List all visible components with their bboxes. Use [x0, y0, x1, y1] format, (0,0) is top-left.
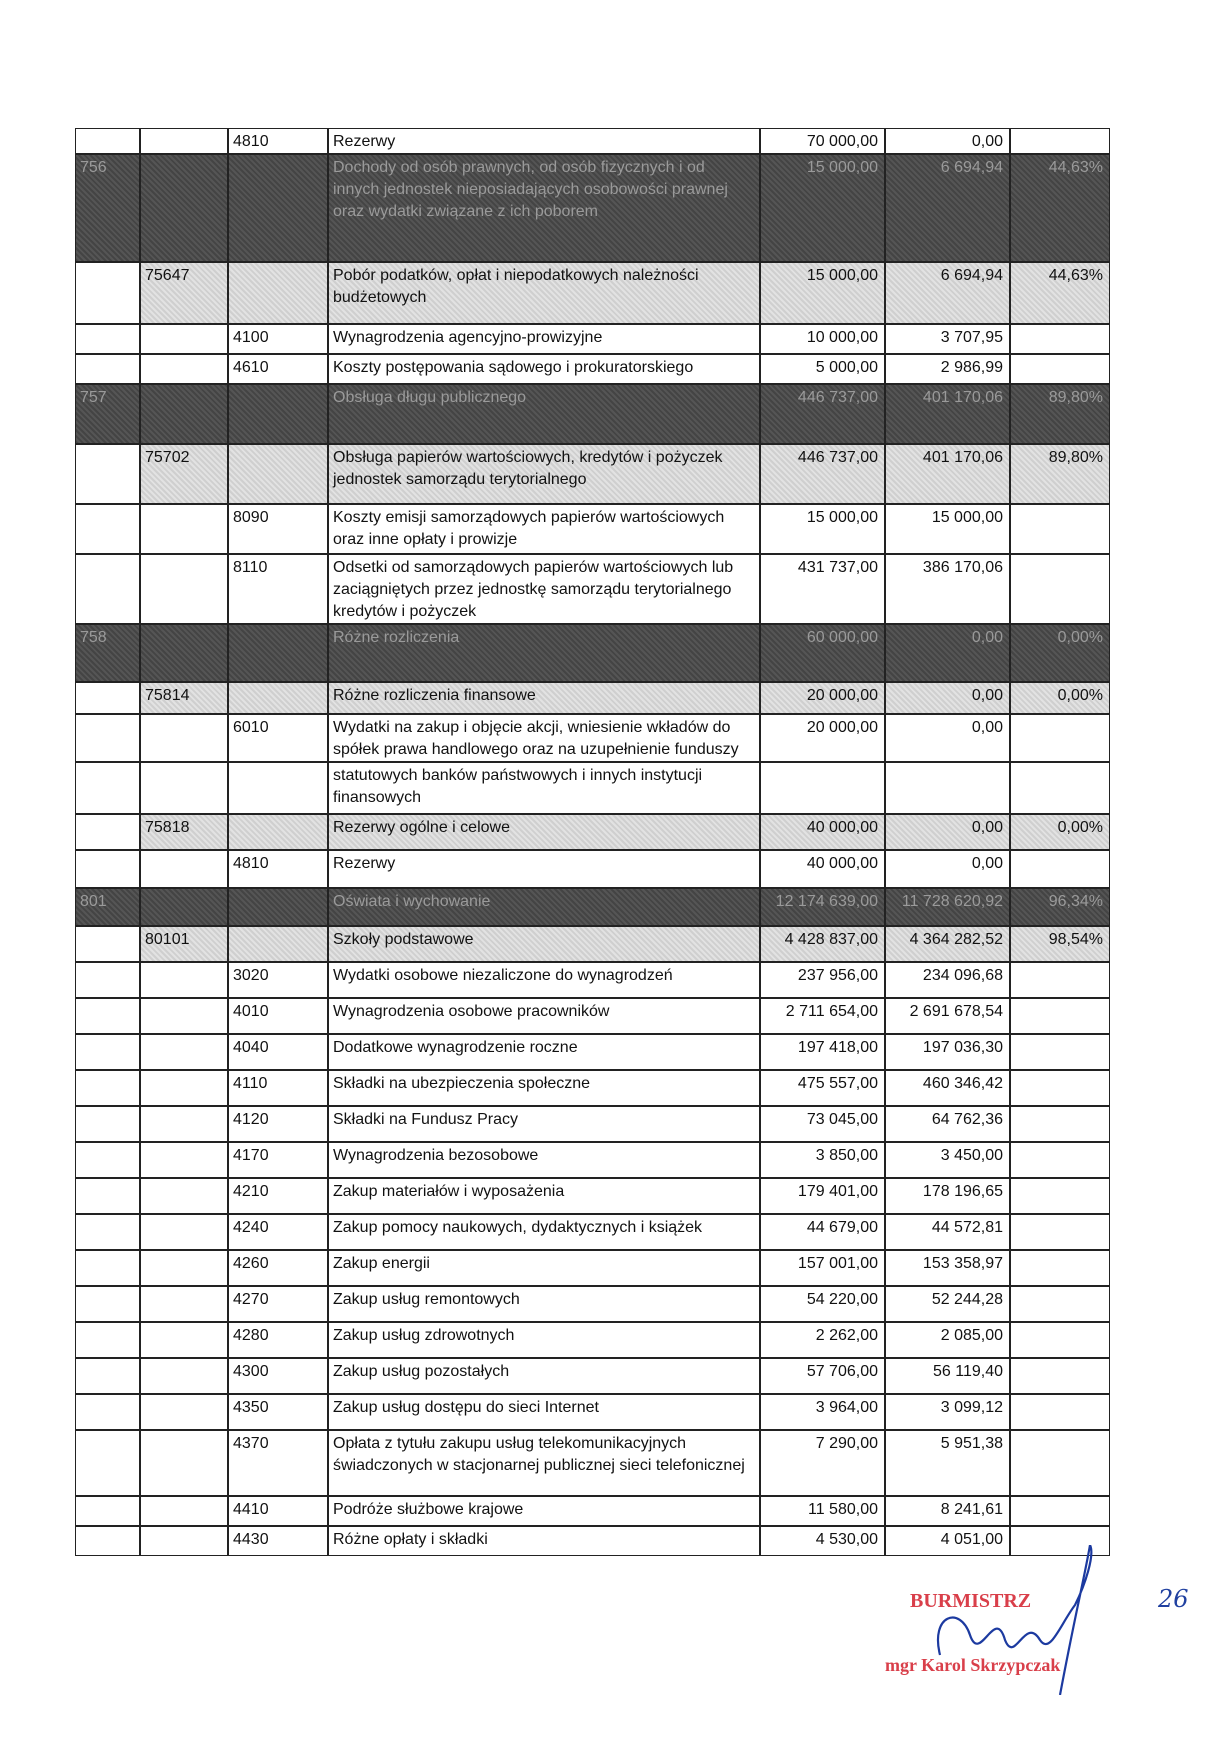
cell-rozdzial: [140, 1394, 228, 1430]
cell-nazwa: statutowych banków państwowych i innych instytucji finansowych: [328, 762, 760, 814]
cell-plan: 57 706,00: [760, 1358, 885, 1394]
signature: [900, 1545, 1100, 1695]
cell-dzial: [75, 1430, 140, 1496]
cell-dzial: 756: [75, 154, 140, 262]
cell-par: 4300: [228, 1358, 328, 1394]
cell-dzial: 758: [75, 624, 140, 682]
cell-nazwa: Obsługa długu publicznego: [328, 384, 760, 444]
cell-rozdzial: [140, 998, 228, 1034]
cell-wyk: 3 450,00: [885, 1142, 1010, 1178]
cell-wyk: 3 099,12: [885, 1394, 1010, 1430]
cell-nazwa: Rezerwy: [328, 850, 760, 888]
cell-plan: 179 401,00: [760, 1178, 885, 1214]
cell-wyk: 197 036,30: [885, 1034, 1010, 1070]
cell-proc: [1010, 1178, 1110, 1214]
cell-nazwa: Wynagrodzenia agencyjno-prowizyjne: [328, 324, 760, 354]
cell-plan: 431 737,00: [760, 554, 885, 624]
cell-wyk: 52 244,28: [885, 1286, 1010, 1322]
cell-wyk: 2 085,00: [885, 1322, 1010, 1358]
cell-wyk: 6 694,94: [885, 262, 1010, 324]
cell-nazwa: Koszty emisji samorządowych papierów wartościowych oraz inne opłaty i prowizje: [328, 504, 760, 554]
cell-plan: 2 262,00: [760, 1322, 885, 1358]
cell-rozdzial: 75818: [140, 814, 228, 850]
cell-wyk: 0,00: [885, 814, 1010, 850]
cell-nazwa: Różne rozliczenia: [328, 624, 760, 682]
cell-dzial: [75, 1142, 140, 1178]
cell-wyk: 2 986,99: [885, 354, 1010, 384]
cell-nazwa: Zakup energii: [328, 1250, 760, 1286]
cell-rozdzial: [140, 1286, 228, 1322]
cell-par: [228, 154, 328, 262]
cell-nazwa: Zakup usług zdrowotnych: [328, 1322, 760, 1358]
cell-par: [228, 384, 328, 444]
cell-par: 4370: [228, 1430, 328, 1496]
cell-dzial: [75, 714, 140, 762]
cell-par: 4350: [228, 1394, 328, 1430]
cell-rozdzial: 75814: [140, 682, 228, 714]
cell-proc: 0,00%: [1010, 624, 1110, 682]
cell-wyk: [885, 762, 1010, 814]
cell-plan: 15 000,00: [760, 504, 885, 554]
cell-nazwa: Rezerwy: [328, 128, 760, 154]
cell-nazwa: Szkoły podstawowe: [328, 926, 760, 962]
cell-nazwa: Wydatki osobowe niezaliczone do wynagrodzeń: [328, 962, 760, 998]
cell-proc: 44,63%: [1010, 154, 1110, 262]
cell-wyk: 0,00: [885, 128, 1010, 154]
cell-plan: 3 850,00: [760, 1142, 885, 1178]
cell-par: 4270: [228, 1286, 328, 1322]
cell-nazwa: Koszty postępowania sądowego i prokuratorskiego: [328, 354, 760, 384]
cell-plan: 54 220,00: [760, 1286, 885, 1322]
cell-wyk: 44 572,81: [885, 1214, 1010, 1250]
cell-rozdzial: [140, 324, 228, 354]
cell-dzial: [75, 444, 140, 504]
cell-rozdzial: [140, 888, 228, 926]
cell-proc: 89,80%: [1010, 384, 1110, 444]
cell-nazwa: Zakup usług pozostałych: [328, 1358, 760, 1394]
cell-par: 8090: [228, 504, 328, 554]
cell-nazwa: Zakup pomocy naukowych, dydaktycznych i książek: [328, 1214, 760, 1250]
cell-rozdzial: [140, 1034, 228, 1070]
cell-rozdzial: [140, 554, 228, 624]
cell-dzial: [75, 1178, 140, 1214]
page-number: 26: [1158, 1585, 1189, 1613]
cell-dzial: [75, 128, 140, 154]
cell-wyk: 4 364 282,52: [885, 926, 1010, 962]
cell-proc: [1010, 1286, 1110, 1322]
cell-rozdzial: [140, 624, 228, 682]
cell-rozdzial: [140, 962, 228, 998]
cell-nazwa: Składki na ubezpieczenia społeczne: [328, 1070, 760, 1106]
cell-dzial: [75, 354, 140, 384]
cell-rozdzial: [140, 384, 228, 444]
cell-nazwa: Wynagrodzenia osobowe pracowników: [328, 998, 760, 1034]
cell-proc: [1010, 1070, 1110, 1106]
cell-proc: 0,00%: [1010, 814, 1110, 850]
cell-plan: 20 000,00: [760, 714, 885, 762]
cell-plan: 446 737,00: [760, 444, 885, 504]
cell-proc: [1010, 1106, 1110, 1142]
cell-plan: 70 000,00: [760, 128, 885, 154]
cell-rozdzial: [140, 1496, 228, 1526]
cell-wyk: 0,00: [885, 714, 1010, 762]
cell-plan: 5 000,00: [760, 354, 885, 384]
cell-par: 3020: [228, 962, 328, 998]
cell-proc: 89,80%: [1010, 444, 1110, 504]
cell-proc: [1010, 1214, 1110, 1250]
cell-plan: 12 174 639,00: [760, 888, 885, 926]
cell-par: 4110: [228, 1070, 328, 1106]
cell-plan: 157 001,00: [760, 1250, 885, 1286]
cell-proc: [1010, 1430, 1110, 1496]
cell-proc: [1010, 324, 1110, 354]
cell-proc: [1010, 1358, 1110, 1394]
cell-wyk: 3 707,95: [885, 324, 1010, 354]
cell-proc: [1010, 1034, 1110, 1070]
cell-wyk: 4 051,00: [885, 1526, 1010, 1556]
cell-plan: [760, 762, 885, 814]
cell-par: [228, 682, 328, 714]
cell-nazwa: Pobór podatków, opłat i niepodatkowych należności budżetowych: [328, 262, 760, 324]
cell-proc: [1010, 1250, 1110, 1286]
cell-rozdzial: 80101: [140, 926, 228, 962]
cell-plan: 11 580,00: [760, 1496, 885, 1526]
cell-dzial: [75, 1250, 140, 1286]
cell-plan: 15 000,00: [760, 154, 885, 262]
cell-plan: 3 964,00: [760, 1394, 885, 1430]
cell-par: 6010: [228, 714, 328, 762]
cell-proc: [1010, 354, 1110, 384]
cell-dzial: [75, 1526, 140, 1556]
cell-par: [228, 624, 328, 682]
cell-dzial: [75, 962, 140, 998]
cell-rozdzial: [140, 850, 228, 888]
cell-rozdzial: [140, 762, 228, 814]
cell-wyk: 460 346,42: [885, 1070, 1010, 1106]
cell-rozdzial: [140, 1430, 228, 1496]
cell-wyk: 64 762,36: [885, 1106, 1010, 1142]
stamp-title: BURMISTRZ: [910, 1590, 1032, 1612]
cell-dzial: [75, 1034, 140, 1070]
cell-rozdzial: [140, 354, 228, 384]
cell-rozdzial: [140, 1214, 228, 1250]
cell-dzial: [75, 926, 140, 962]
cell-plan: 10 000,00: [760, 324, 885, 354]
cell-plan: 446 737,00: [760, 384, 885, 444]
cell-par: 8110: [228, 554, 328, 624]
cell-rozdzial: [140, 128, 228, 154]
cell-plan: 4 428 837,00: [760, 926, 885, 962]
cell-proc: [1010, 1322, 1110, 1358]
cell-nazwa: Wydatki na zakup i objęcie akcji, wniesienie wkładów do spółek prawa handlowego oraz na uzupełnienie funduszy: [328, 714, 760, 762]
cell-rozdzial: [140, 1526, 228, 1556]
cell-par: [228, 444, 328, 504]
cell-plan: 40 000,00: [760, 814, 885, 850]
cell-proc: 0,00%: [1010, 682, 1110, 714]
cell-dzial: [75, 1070, 140, 1106]
cell-par: 4210: [228, 1178, 328, 1214]
cell-nazwa: Różne opłaty i składki: [328, 1526, 760, 1556]
cell-dzial: [75, 1214, 140, 1250]
cell-plan: 7 290,00: [760, 1430, 885, 1496]
cell-rozdzial: [140, 1322, 228, 1358]
cell-dzial: [75, 504, 140, 554]
cell-rozdzial: [140, 504, 228, 554]
cell-par: [228, 926, 328, 962]
cell-par: 4260: [228, 1250, 328, 1286]
cell-par: 4040: [228, 1034, 328, 1070]
cell-wyk: 56 119,40: [885, 1358, 1010, 1394]
cell-nazwa: Wynagrodzenia bezosobowe: [328, 1142, 760, 1178]
cell-plan: 20 000,00: [760, 682, 885, 714]
cell-dzial: 757: [75, 384, 140, 444]
cell-wyk: 401 170,06: [885, 384, 1010, 444]
cell-nazwa: Odsetki od samorządowych papierów wartościowych lub zaciągniętych przez jednostkę samorządu terytorialnego kredytów i pożyczek: [328, 554, 760, 624]
cell-rozdzial: [140, 714, 228, 762]
cell-rozdzial: [140, 1358, 228, 1394]
cell-nazwa: Dodatkowe wynagrodzenie roczne: [328, 1034, 760, 1070]
cell-dzial: [75, 998, 140, 1034]
cell-proc: [1010, 762, 1110, 814]
cell-rozdzial: [140, 1142, 228, 1178]
cell-wyk: 11 728 620,92: [885, 888, 1010, 926]
cell-proc: 44,63%: [1010, 262, 1110, 324]
cell-rozdzial: 75702: [140, 444, 228, 504]
cell-dzial: [75, 850, 140, 888]
cell-nazwa: Zakup usług remontowych: [328, 1286, 760, 1322]
cell-plan: 2 711 654,00: [760, 998, 885, 1034]
cell-plan: 4 530,00: [760, 1526, 885, 1556]
cell-proc: [1010, 1394, 1110, 1430]
cell-dzial: [75, 1394, 140, 1430]
cell-rozdzial: [140, 1070, 228, 1106]
cell-nazwa: Podróże służbowe krajowe: [328, 1496, 760, 1526]
cell-proc: [1010, 128, 1110, 154]
cell-proc: [1010, 1496, 1110, 1526]
cell-par: 4170: [228, 1142, 328, 1178]
cell-dzial: [75, 1286, 140, 1322]
cell-nazwa: Obsługa papierów wartościowych, kredytów i pożyczek jednostek samorządu terytorialnego: [328, 444, 760, 504]
cell-par: 4100: [228, 324, 328, 354]
cell-wyk: 0,00: [885, 682, 1010, 714]
cell-par: [228, 262, 328, 324]
cell-par: [228, 762, 328, 814]
cell-dzial: [75, 682, 140, 714]
cell-wyk: 5 951,38: [885, 1430, 1010, 1496]
cell-dzial: [75, 814, 140, 850]
cell-dzial: [75, 1496, 140, 1526]
cell-nazwa: Składki na Fundusz Pracy: [328, 1106, 760, 1142]
cell-par: [228, 814, 328, 850]
cell-rozdzial: 75647: [140, 262, 228, 324]
cell-par: 4810: [228, 128, 328, 154]
cell-plan: 60 000,00: [760, 624, 885, 682]
cell-par: 4610: [228, 354, 328, 384]
cell-rozdzial: [140, 1250, 228, 1286]
cell-dzial: [75, 262, 140, 324]
stamp-name: mgr Karol Skrzypczak: [885, 1655, 1061, 1675]
cell-par: 4280: [228, 1322, 328, 1358]
cell-proc: [1010, 962, 1110, 998]
cell-proc: 96,34%: [1010, 888, 1110, 926]
cell-dzial: [75, 1358, 140, 1394]
cell-nazwa: Różne rozliczenia finansowe: [328, 682, 760, 714]
cell-wyk: 6 694,94: [885, 154, 1010, 262]
cell-nazwa: Zakup usług dostępu do sieci Internet: [328, 1394, 760, 1430]
cell-plan: 237 956,00: [760, 962, 885, 998]
cell-wyk: 234 096,68: [885, 962, 1010, 998]
cell-proc: [1010, 554, 1110, 624]
cell-dzial: [75, 324, 140, 354]
cell-par: [228, 888, 328, 926]
cell-plan: 73 045,00: [760, 1106, 885, 1142]
cell-plan: 44 679,00: [760, 1214, 885, 1250]
cell-nazwa: Rezerwy ogólne i celowe: [328, 814, 760, 850]
cell-wyk: 401 170,06: [885, 444, 1010, 504]
cell-plan: 15 000,00: [760, 262, 885, 324]
cell-par: 4010: [228, 998, 328, 1034]
cell-wyk: 8 241,61: [885, 1496, 1010, 1526]
cell-dzial: [75, 554, 140, 624]
cell-dzial: 801: [75, 888, 140, 926]
cell-rozdzial: [140, 154, 228, 262]
cell-proc: [1010, 504, 1110, 554]
cell-dzial: [75, 762, 140, 814]
cell-nazwa: Zakup materiałów i wyposażenia: [328, 1178, 760, 1214]
cell-wyk: 2 691 678,54: [885, 998, 1010, 1034]
cell-wyk: 0,00: [885, 624, 1010, 682]
cell-proc: [1010, 1142, 1110, 1178]
cell-wyk: 0,00: [885, 850, 1010, 888]
cell-wyk: 178 196,65: [885, 1178, 1010, 1214]
cell-dzial: [75, 1106, 140, 1142]
cell-wyk: 153 358,97: [885, 1250, 1010, 1286]
cell-proc: 98,54%: [1010, 926, 1110, 962]
cell-nazwa: Dochody od osób prawnych, od osób fizycznych i od innych jednostek nieposiadających osobowości prawnej oraz wydatki związane z ich poborem: [328, 154, 760, 262]
cell-plan: 197 418,00: [760, 1034, 885, 1070]
cell-rozdzial: [140, 1178, 228, 1214]
cell-rozdzial: [140, 1106, 228, 1142]
cell-proc: [1010, 998, 1110, 1034]
cell-dzial: [75, 1322, 140, 1358]
cell-proc: [1010, 850, 1110, 888]
cell-nazwa: Oświata i wychowanie: [328, 888, 760, 926]
cell-par: 4120: [228, 1106, 328, 1142]
cell-par: 4240: [228, 1214, 328, 1250]
cell-plan: 40 000,00: [760, 850, 885, 888]
cell-wyk: 15 000,00: [885, 504, 1010, 554]
cell-par: 4410: [228, 1496, 328, 1526]
cell-nazwa: Opłata z tytułu zakupu usług telekomunikacyjnych świadczonych w stacjonarnej publicznej sieci telefonicznej: [328, 1430, 760, 1496]
cell-par: 4810: [228, 850, 328, 888]
cell-par: 4430: [228, 1526, 328, 1556]
cell-proc: [1010, 714, 1110, 762]
cell-wyk: 386 170,06: [885, 554, 1010, 624]
cell-plan: 475 557,00: [760, 1070, 885, 1106]
